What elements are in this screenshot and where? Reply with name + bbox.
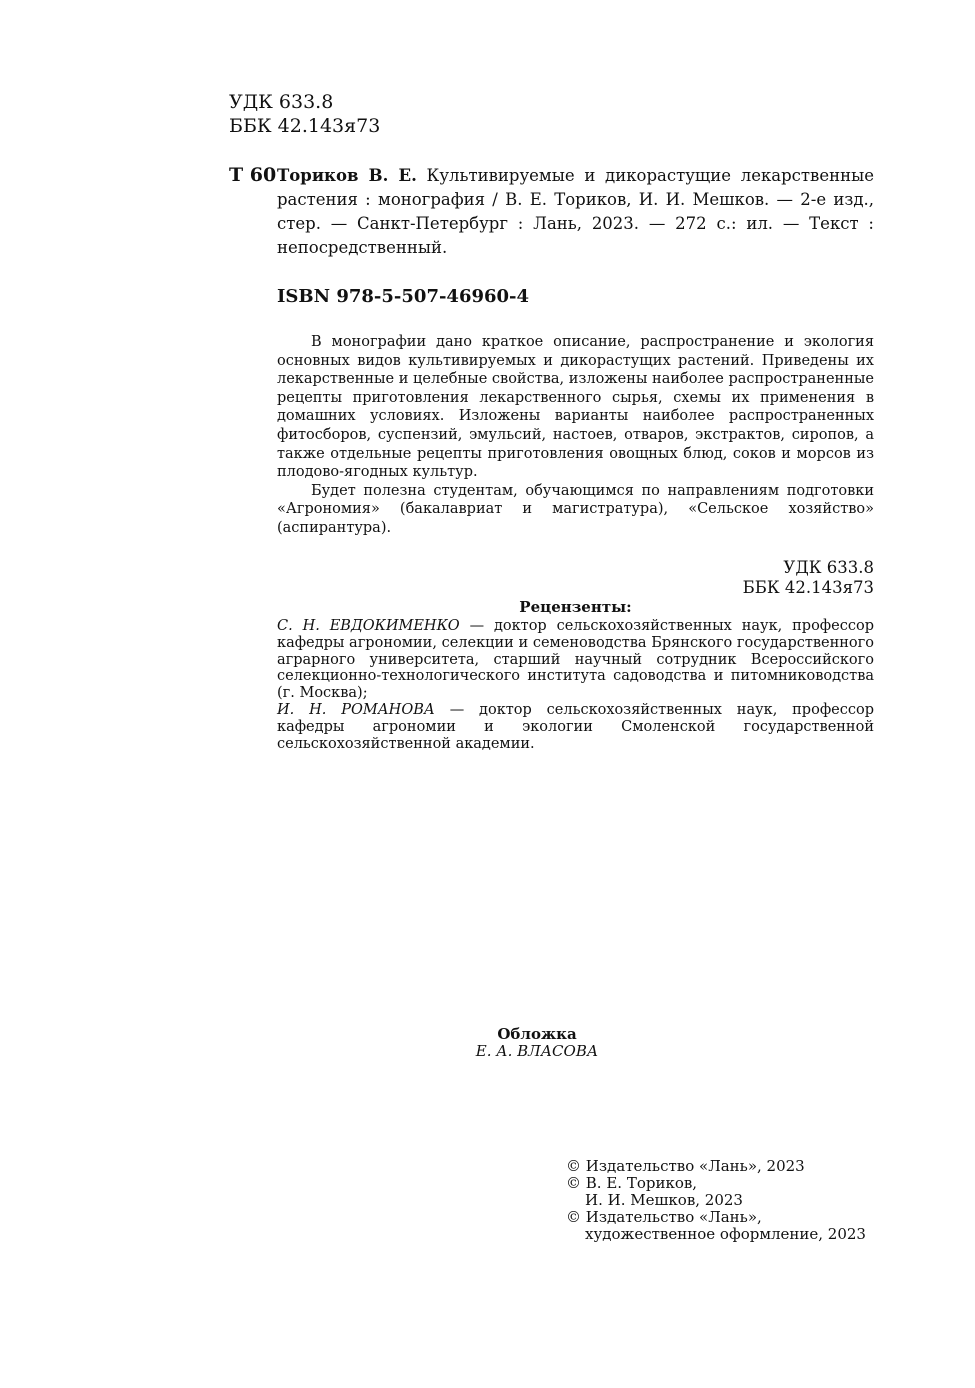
record-author: Ториков В. Е. (277, 166, 417, 185)
isbn: ISBN 978-5-507-46960-4 (277, 286, 530, 307)
cover-credit (277, 1026, 797, 1060)
copyright-line: художественное оформление, 2023 (585, 1225, 866, 1243)
copyright-line: © Издательство «Лань», 2023 (566, 1157, 805, 1175)
reviewer-description: — доктор сельскохозяйственных наук, профессор кафедры агрономии и экологии Смоленской государственной сельскохозяйственной академии. (277, 701, 875, 752)
reviewer-entry (277, 702, 874, 752)
udk-code-right: УДК 633.8 (783, 558, 874, 577)
copyright-block (566, 1158, 866, 1243)
reviewer-entry (277, 618, 874, 702)
bbk-code: ББК 42.143я73 (229, 115, 381, 137)
annotation-paragraph: В монографии дано краткое описание, распространение и экология основных видов культивируемых и дикорастущих растений. Приведены их лекарственные и целебные свойства, изложены наиболее распространенные рецепты приготовления лекарственного сырья, схемы их применения в домашних условиях. Изложены варианты наиболее распространенных фитосборов, суспензий, эмульсий, настоев, отваров, экстрактов, сиропов, а также отдельные рецепты приготовления овощных блюд, соков и морсов из плодово-ягодных культур. (277, 334, 874, 481)
bbk-code-right: ББК 42.143я73 (742, 578, 874, 597)
udk-bbk-header (229, 90, 380, 138)
reviewer-name: С. Н. ЕВДОКИМЕНКО (277, 618, 460, 634)
copyright-line: © В. Е. Ториков, (566, 1174, 698, 1192)
reviewer-name: И. Н. РОМАНОВА (277, 701, 435, 718)
copyright-line: © Издательство «Лань», (566, 1208, 762, 1226)
udk-bbk-right (743, 558, 874, 598)
bibliographic-record (277, 164, 874, 260)
annotation (277, 333, 874, 538)
record-text: Культивируемые и дикорастущие лекарственные растения : монография / В. Е. Ториков, И. И. Мешков. — 2-е изд., стер. — Санкт-Петербург : Лань, 2023. — 272 с.: ил. — Текст : непосредственный. (277, 166, 874, 257)
catalog-code: Т 60 (229, 164, 277, 186)
udk-code: УДК 633.8 (229, 91, 334, 113)
cover-designer: Е. А. ВЛАСОВА (475, 1042, 599, 1060)
reviewers-list (277, 618, 874, 752)
cover-title: Обложка (497, 1025, 577, 1043)
copyright-line: И. И. Мешков, 2023 (585, 1191, 743, 1209)
reviewers-title: Рецензенты: (519, 598, 632, 616)
annotation-paragraph: Будет полезна студентам, обучающимся по направлениям подготовки «Агрономия» (бакалавриат и магистратура), «Сельское хозяйство» (аспирантура). (277, 482, 874, 536)
reviewer-description: — доктор сельскохозяйственных наук, профессор кафедры агрономии, селекции и семеноводства Брянского государственного аграрного университета, старший научный сотрудник Всероссийского селекционно-технологического института садоводства и питомниководства (г. Москва); (277, 618, 874, 702)
